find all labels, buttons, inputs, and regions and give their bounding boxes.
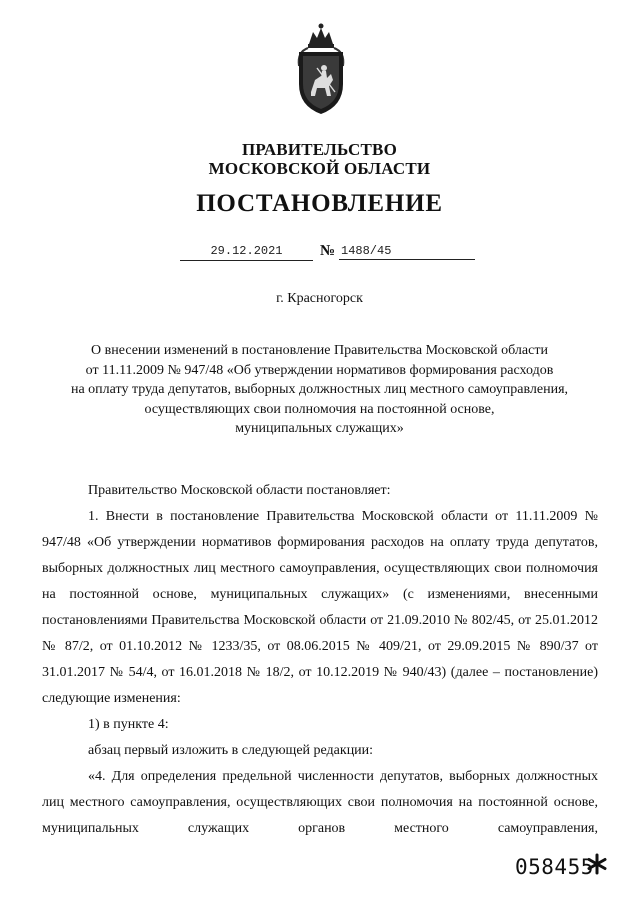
- body-subitem-1: 1) в пункте 4:: [88, 717, 169, 732]
- body-item-1: 1. Внести в постановление Правительства Московской области от 11.11.2009 № 947/48 «Об утверждении нормативов формирования расходов на оплату труда депутатов, выборных должностных лиц местного самоуправления, осуществляющих свои полномочия на постоянной основе, муниципальных служащих» (с изменениями, внесенными постановлениями Правительства Московской области от 21.09.2010 № 802/45, от 25.01.2012 № 87/2, от 01.10.2012 № 1233/35, от 08.06.2015 № 409/21, от 29.09.2015 № 890/37 от 31.01.2017 № 54/4, от 16.01.2018 № 18/2, от 10.12.2019 № 940/43) (далее – постановление) следующие изменения:: [42, 509, 598, 706]
- number-sign: №: [320, 243, 336, 259]
- government-title-line1: ПРАВИТЕЛЬСТВО: [242, 140, 397, 159]
- title-line: осуществляющих свои полномочия на постоянной основе,: [144, 401, 495, 417]
- government-title-line2: МОСКОВСКОЙ ОБЛАСТИ: [208, 159, 431, 178]
- body-subitem-2: абзац первый изложить в следующей редакции:: [88, 743, 374, 758]
- document-number: 1488/45: [339, 242, 475, 260]
- document-type: ПОСТАНОВЛЕНИЕ: [196, 190, 443, 217]
- title-line: от 11.11.2009 № 947/48 «Об утверждении нормативов формирования расходов: [85, 362, 554, 378]
- document-title: [56, 341, 583, 439]
- title-line: на оплату труда депутатов, выборных должностных лиц местного самоуправления,: [70, 382, 569, 397]
- body-intro: Правительство Московской области постановляет:: [88, 483, 391, 498]
- title-line: муниципальных служащих»: [235, 421, 404, 436]
- document-body: [42, 478, 598, 842]
- city: г. Красногорск: [276, 291, 363, 306]
- serial-number: 058455: [515, 855, 594, 879]
- coat-of-arms-icon: [291, 22, 351, 116]
- body-quote: «4. Для определения предельной численности депутатов, выборных должностных лиц местного самоуправления, осуществляющих свои полномочия на постоянной основе, муниципальных служащих органов местного самоуправления,: [42, 769, 598, 836]
- document-date: 29.12.2021: [180, 242, 313, 261]
- title-line: О внесении изменений в постановление Правительства Московской области: [91, 343, 548, 358]
- asterisk-icon: [586, 853, 608, 875]
